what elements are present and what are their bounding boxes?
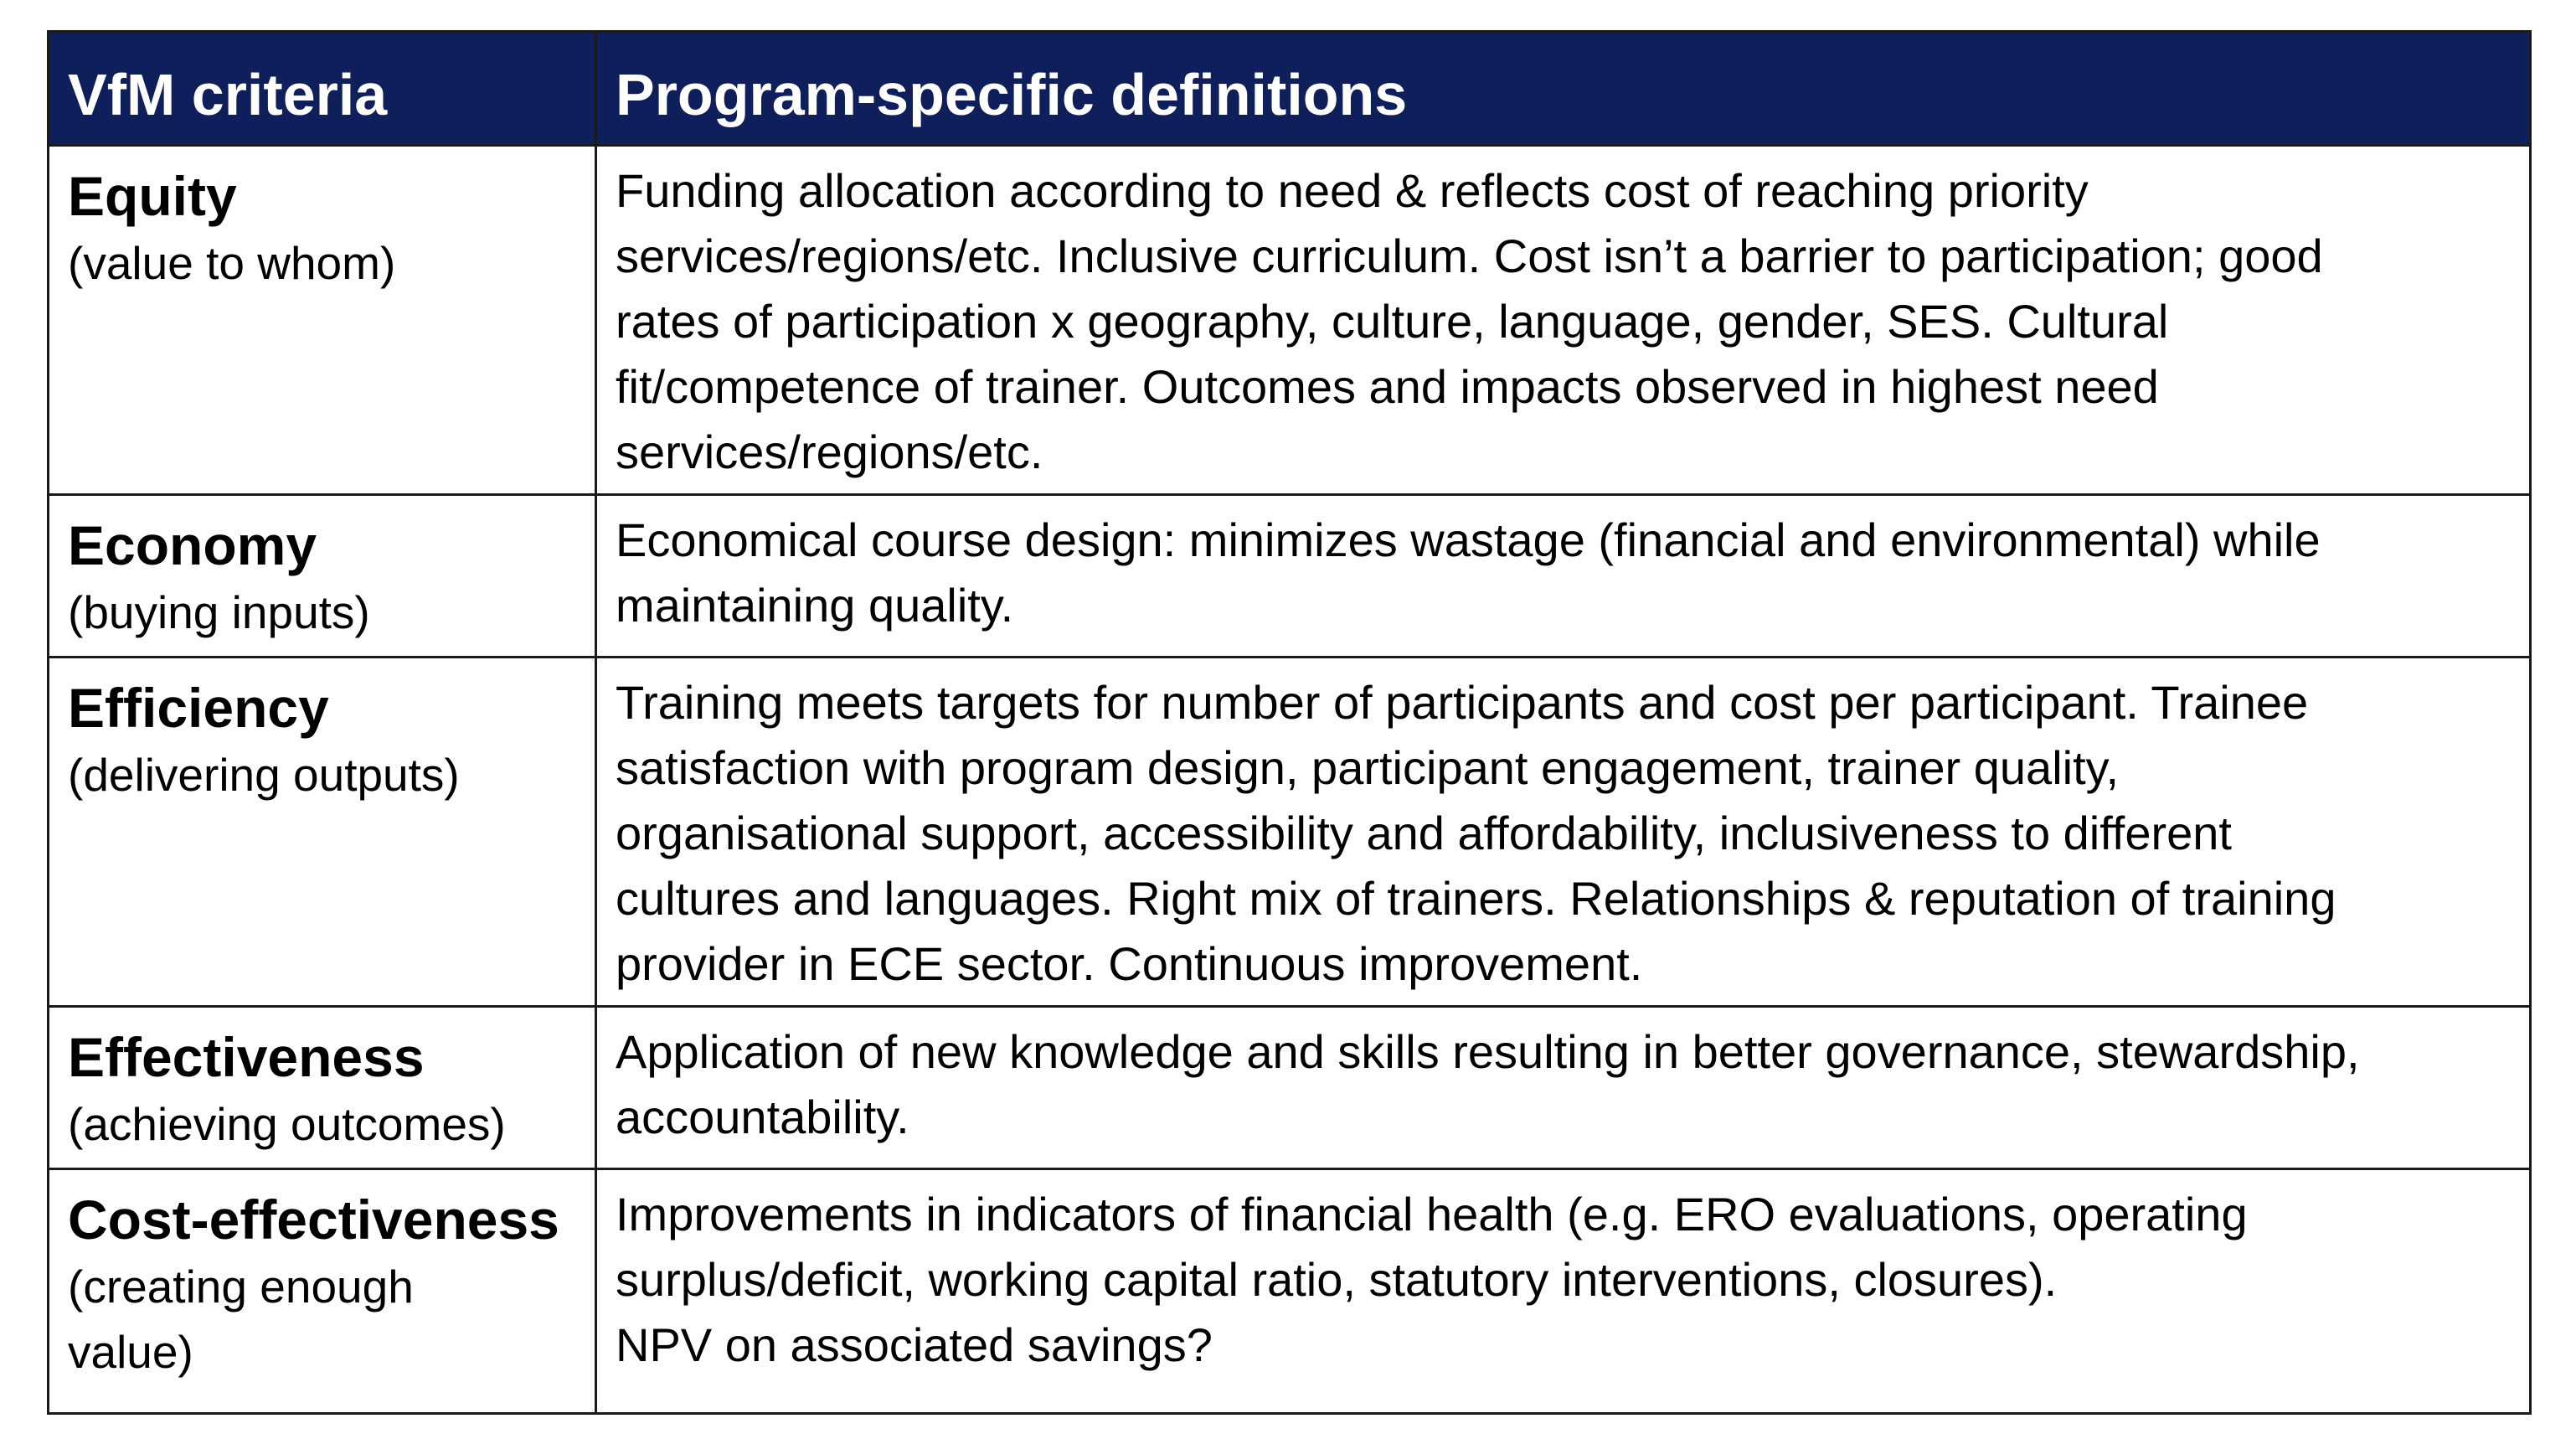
definition-line: services/regions/etc. Inclusive curriculum. Cost isn’t a barrier to participation; good xyxy=(616,230,2323,282)
definition-line: organisational support, accessibility and affordability, inclusiveness to different xyxy=(616,807,2232,859)
definition-line: satisfaction with program design, participant engagement, trainer quality, xyxy=(616,741,2120,794)
definition-line: Improvements in indicators of financial health (e.g. ERO evaluations, operating xyxy=(616,1188,2248,1240)
criteria-subtitle: (buying inputs) xyxy=(68,586,370,638)
header-definitions: Program-specific definitions xyxy=(596,32,2531,146)
criteria-cell xyxy=(49,1007,596,1169)
definition-cell xyxy=(596,1169,2531,1414)
definition-cell xyxy=(596,495,2531,658)
criteria-subtitle: (creating enough xyxy=(68,1261,414,1313)
definition-line: accountability. xyxy=(616,1091,909,1143)
criteria-subtitle: (achieving outcomes) xyxy=(68,1098,506,1150)
criteria-name: Effectiveness xyxy=(68,1026,425,1088)
table-row-effectiveness xyxy=(49,1007,2531,1169)
definition-line: cultures and languages. Right mix of trainers. Relationships & reputation of training xyxy=(616,872,2336,925)
definition-line: fit/competence of trainer. Outcomes and impacts observed in highest need xyxy=(616,360,2159,413)
table-row-cost-effectiveness xyxy=(49,1169,2531,1414)
definition-line: Application of new knowledge and skills resulting in better governance, stewardship, xyxy=(616,1025,2360,1078)
definition-line: Economical course design: minimizes wastage (financial and environmental) while xyxy=(616,513,2321,566)
definition-line: surplus/deficit, working capital ratio, statutory interventions, closures). xyxy=(616,1253,2058,1306)
definition-line: NPV on associated savings? xyxy=(616,1318,1213,1371)
criteria-subtitle: (value to whom) xyxy=(68,237,396,289)
table-row-efficiency xyxy=(49,658,2531,1007)
vfm-criteria-table xyxy=(47,30,2532,1415)
table-row-economy xyxy=(49,495,2531,658)
criteria-subtitle: (delivering outputs) xyxy=(68,749,460,801)
criteria-cell xyxy=(49,658,596,1007)
definition-line: services/regions/etc. xyxy=(616,426,1043,478)
criteria-cell xyxy=(49,146,596,495)
criteria-subtitle: value) xyxy=(68,1326,193,1378)
definition-line: rates of participation x geography, culture, language, gender, SES. Cultural xyxy=(616,295,2169,348)
definition-line: maintaining quality. xyxy=(616,579,1014,632)
criteria-cell xyxy=(49,1169,596,1414)
criteria-name: Efficiency xyxy=(68,677,329,739)
header-criteria: VfM criteria xyxy=(49,32,596,146)
definition-line: provider in ECE sector. Continuous improvement. xyxy=(616,937,1643,990)
table-row-equity xyxy=(49,146,2531,495)
criteria-name: Economy xyxy=(68,514,317,576)
definition-cell xyxy=(596,658,2531,1007)
criteria-name: Equity xyxy=(68,165,237,227)
definition-cell xyxy=(596,146,2531,495)
criteria-name: Cost-effectiveness xyxy=(68,1189,559,1251)
table-header-row xyxy=(49,32,2531,146)
criteria-cell xyxy=(49,495,596,658)
definition-line: Training meets targets for number of participants and cost per participant. Trainee xyxy=(616,676,2309,729)
definition-line: Funding allocation according to need & reflects cost of reaching priority xyxy=(616,164,2089,217)
definition-cell xyxy=(596,1007,2531,1169)
